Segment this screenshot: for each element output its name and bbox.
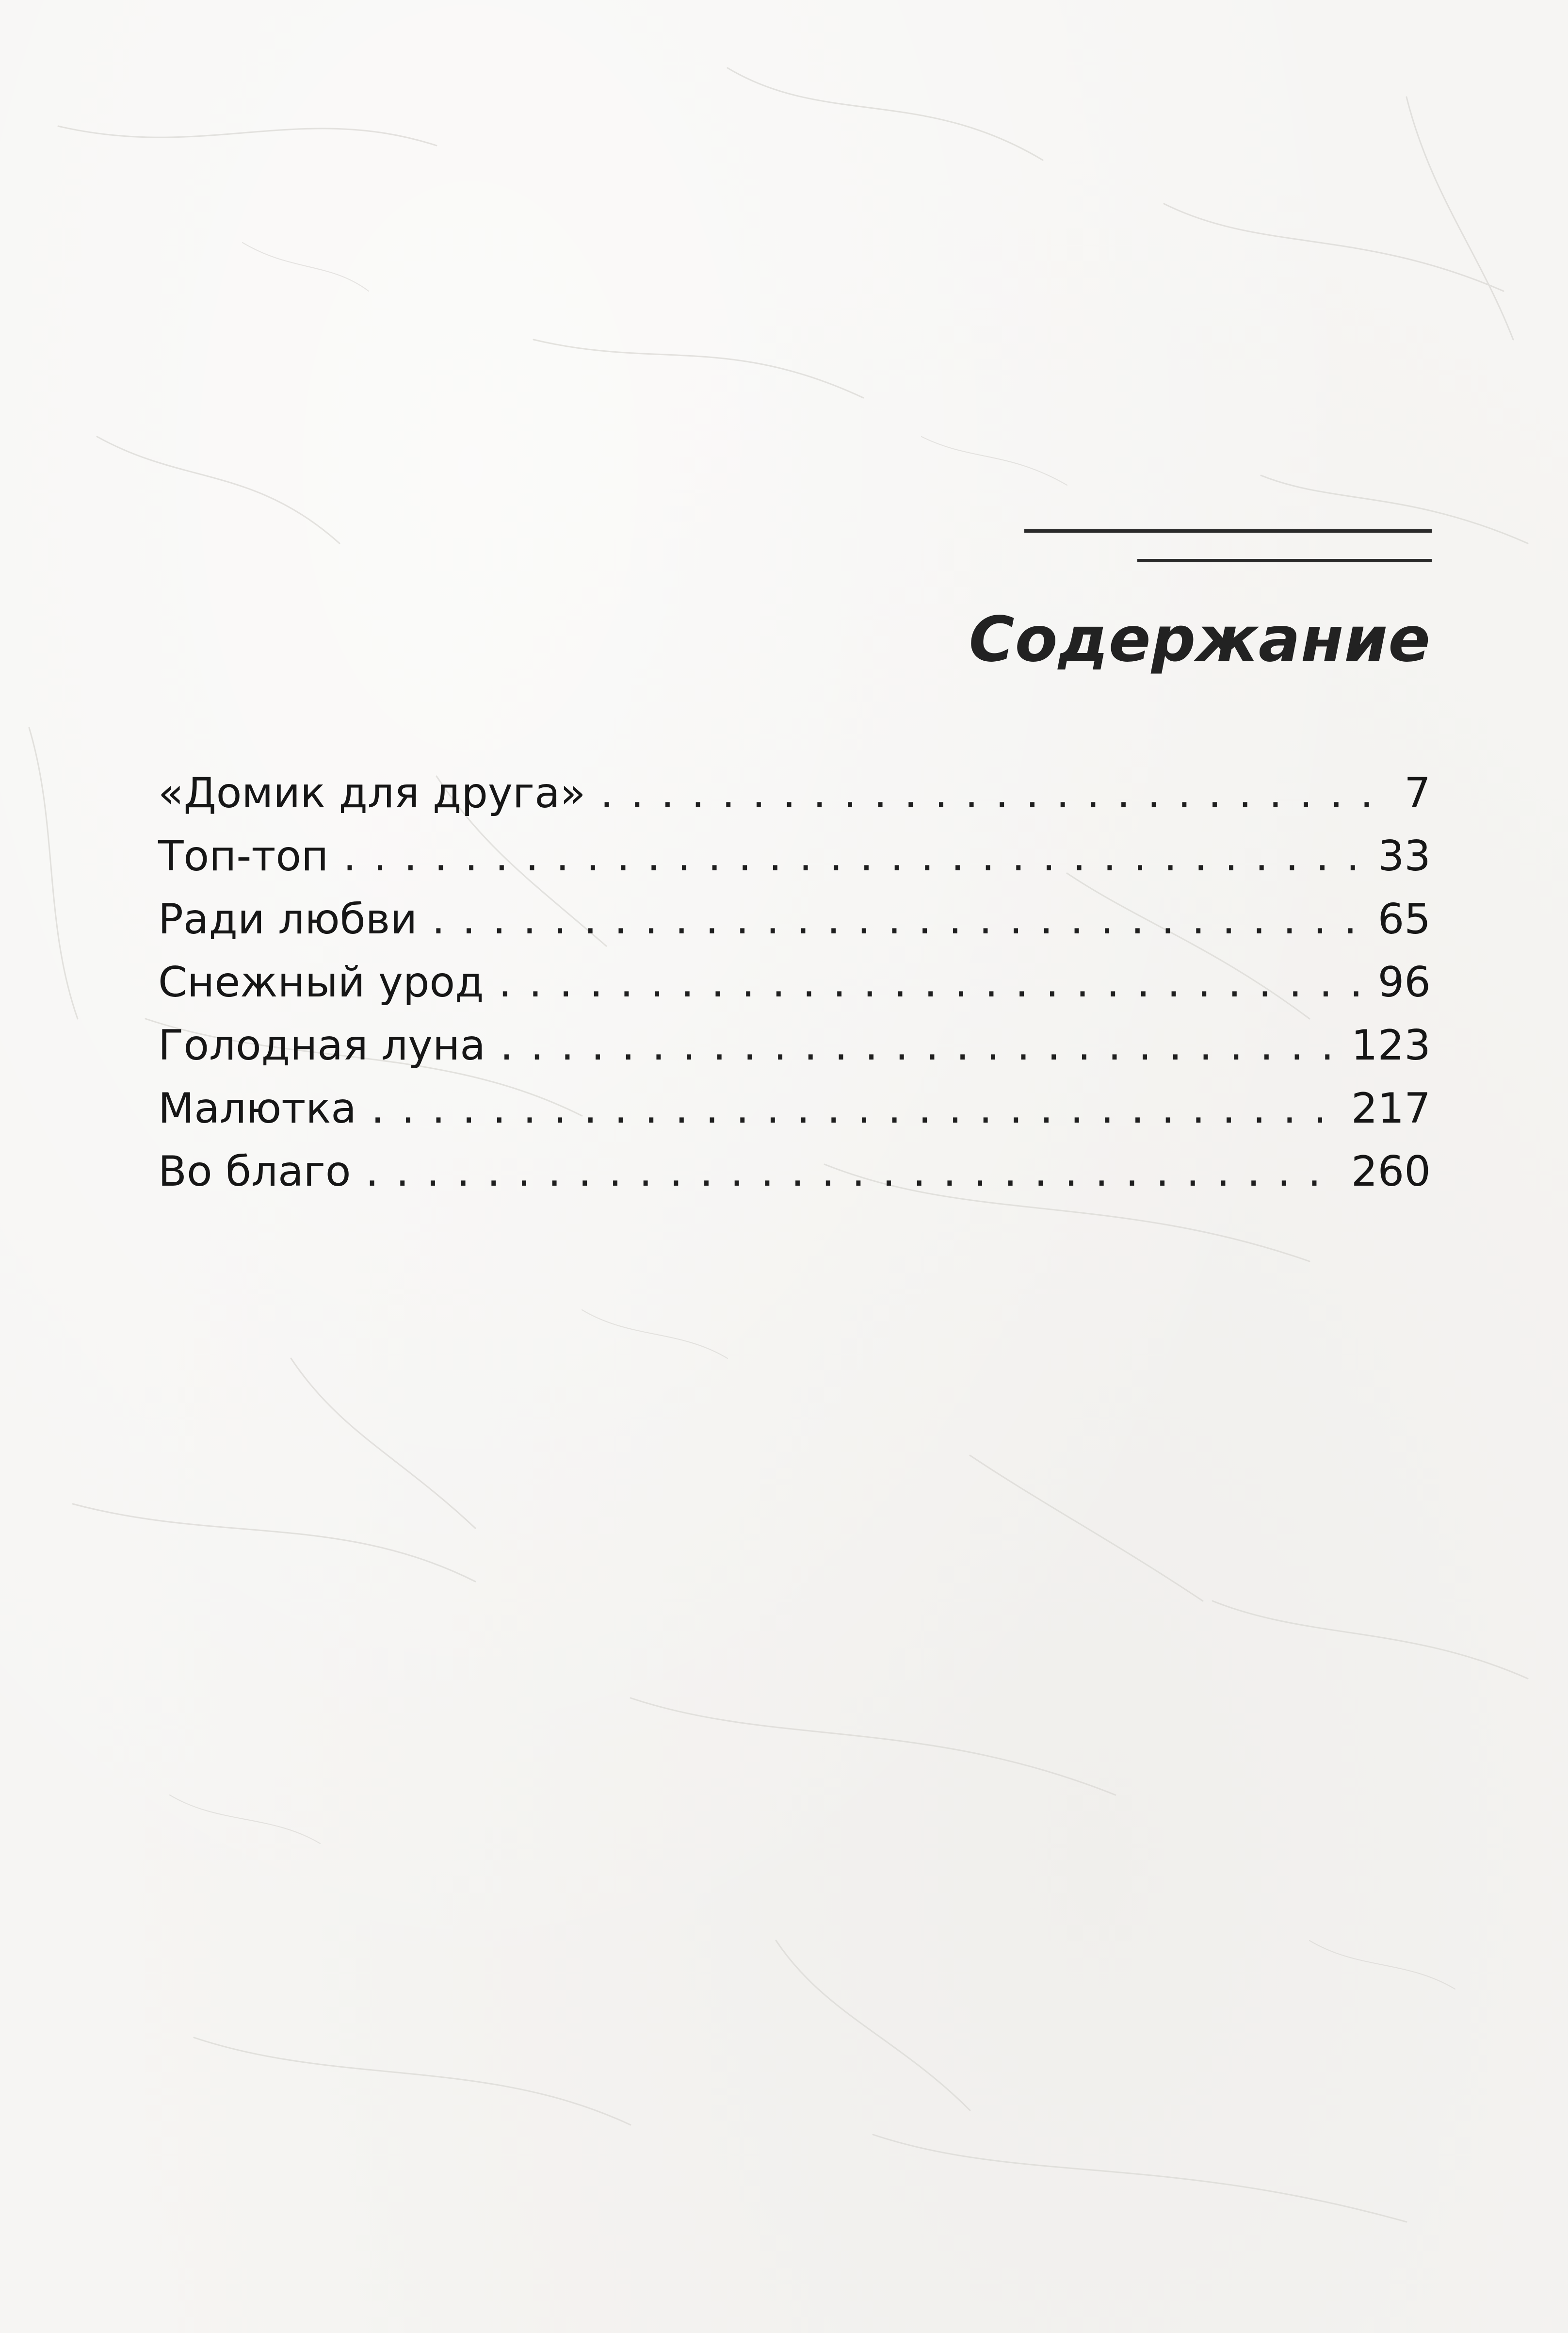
toc-leader-dots	[600, 762, 1385, 825]
toc-entry-page: 217	[1351, 1084, 1431, 1133]
toc-entry-title: Топ-топ	[158, 832, 329, 881]
toc-entry-page: 123	[1351, 1021, 1431, 1070]
toc-entry-title: «Домик для друга»	[158, 769, 586, 817]
toc-entry-title: Во благо	[158, 1147, 351, 1196]
toc-entry-page: 33	[1377, 832, 1431, 881]
toc-entry-title: Ради любви	[158, 895, 418, 944]
toc-entry	[158, 762, 1431, 825]
toc-entry-title: Снежный урод	[158, 958, 484, 1007]
toc-entry	[158, 888, 1431, 951]
toc-entry	[158, 1077, 1431, 1140]
toc-entry-page: 260	[1351, 1147, 1431, 1196]
toc-entry-page: 7	[1404, 769, 1431, 817]
header-rule-long	[1024, 529, 1432, 533]
toc-entry	[158, 951, 1431, 1014]
header-rule-short	[1137, 559, 1432, 562]
toc-entry-page: 65	[1377, 895, 1431, 944]
toc-leader-dots	[371, 1077, 1332, 1140]
toc-leader-dots	[343, 825, 1358, 888]
toc-leader-dots	[499, 951, 1358, 1014]
toc-leader-dots	[500, 1014, 1332, 1077]
toc-leader-dots	[365, 1140, 1331, 1203]
toc-entry	[158, 1140, 1431, 1203]
toc-entry-page: 96	[1377, 958, 1431, 1007]
toc-leader-dots	[432, 888, 1358, 951]
toc-entry	[158, 825, 1431, 888]
toc-entry	[158, 1014, 1431, 1077]
toc-entry-title: Голодная луна	[158, 1021, 485, 1070]
toc-title: Содержание	[969, 604, 1431, 676]
toc-entry-title: Малютка	[158, 1084, 357, 1133]
table-of-contents	[158, 762, 1431, 1203]
